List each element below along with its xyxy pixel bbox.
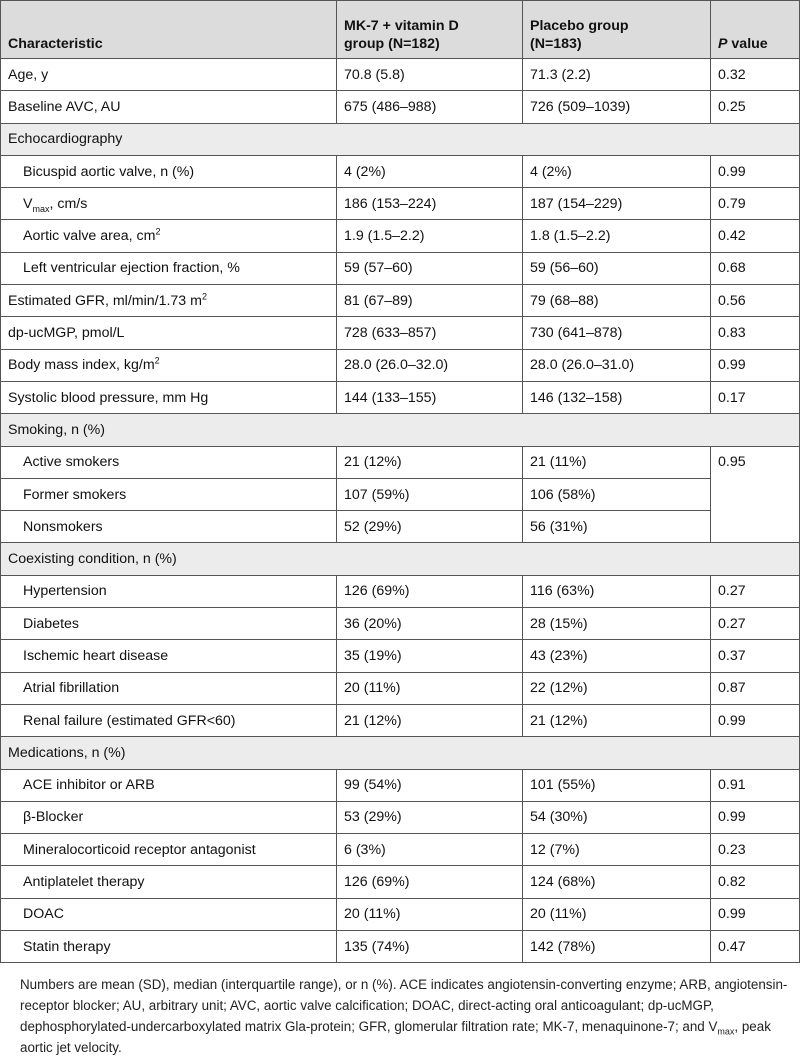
placebo-value: 187 (154–229)	[523, 188, 711, 220]
row-label: Antiplatelet therapy	[1, 866, 337, 898]
row-label: Baseline AVC, AU	[1, 91, 337, 123]
placebo-value: 21 (12%)	[523, 704, 711, 736]
mk7-value: 126 (69%)	[337, 575, 523, 607]
p-value: 0.47	[711, 931, 800, 963]
table-row	[1, 834, 800, 866]
table-row	[1, 91, 800, 123]
p-value: 0.99	[711, 349, 800, 381]
p-value: 0.79	[711, 188, 800, 220]
p-value-empty	[711, 511, 800, 543]
mk7-value: 21 (12%)	[337, 704, 523, 736]
table-row	[1, 769, 800, 801]
p-value: 0.99	[711, 898, 800, 930]
p-value: 0.99	[711, 801, 800, 833]
p-value: 0.83	[711, 317, 800, 349]
p-value: 0.37	[711, 640, 800, 672]
row-label: Former smokers	[1, 478, 337, 510]
placebo-value: 79 (68–88)	[523, 285, 711, 317]
row-label: Statin therapy	[1, 931, 337, 963]
table-row	[1, 931, 800, 963]
mk7-value: 1.9 (1.5–2.2)	[337, 220, 523, 252]
table-row	[1, 285, 800, 317]
mk7-value: 135 (74%)	[337, 931, 523, 963]
row-label: Active smokers	[1, 446, 337, 478]
table-row	[1, 252, 800, 284]
mk7-value: 36 (20%)	[337, 608, 523, 640]
placebo-value: 56 (31%)	[523, 511, 711, 543]
placebo-value: 28 (15%)	[523, 608, 711, 640]
placebo-value: 21 (11%)	[523, 446, 711, 478]
row-label: Renal failure (estimated GFR<60)	[1, 704, 337, 736]
mk7-value: 59 (57–60)	[337, 252, 523, 284]
table-row	[1, 188, 800, 220]
table-row	[1, 575, 800, 607]
mk7-value: 21 (12%)	[337, 446, 523, 478]
p-value: 0.27	[711, 575, 800, 607]
table-row	[1, 866, 800, 898]
placebo-value: 726 (509–1039)	[523, 91, 711, 123]
p-value: 0.68	[711, 252, 800, 284]
row-label: Ischemic heart disease	[1, 640, 337, 672]
placebo-value: 124 (68%)	[523, 866, 711, 898]
p-value: 0.25	[711, 91, 800, 123]
table-row	[1, 608, 800, 640]
table-row	[1, 381, 800, 413]
p-value: 0.87	[711, 672, 800, 704]
row-label: Aortic valve area, $cm^2$	[1, 220, 337, 252]
mk7-value: 28.0 (26.0–32.0)	[337, 349, 523, 381]
row-label: β-Blocker	[1, 801, 337, 833]
table-row	[1, 317, 800, 349]
header-p-value: P value	[711, 1, 800, 59]
mk7-value: 144 (133–155)	[337, 381, 523, 413]
row-label: Estimated GFR, ml/min/1.73 $m^2$	[1, 285, 337, 317]
p-value-empty	[711, 478, 800, 510]
placebo-value: 730 (641–878)	[523, 317, 711, 349]
row-label: Nonsmokers	[1, 511, 337, 543]
section-row-medications	[1, 737, 800, 769]
p-value: 0.99	[711, 155, 800, 187]
header-row	[1, 1, 800, 59]
table-row	[1, 640, 800, 672]
placebo-value: 116 (63%)	[523, 575, 711, 607]
mk7-value: 20 (11%)	[337, 898, 523, 930]
row-label: ACE inhibitor or ARB	[1, 769, 337, 801]
placebo-value: 1.8 (1.5–2.2)	[523, 220, 711, 252]
p-value: 0.99	[711, 704, 800, 736]
section-label: Medications, n (%)	[1, 737, 800, 769]
mk7-value: 186 (153–224)	[337, 188, 523, 220]
row-label: Body mass index, $kg/m^2$	[1, 349, 337, 381]
header-mk7-group: MK-7 + vitamin D group (N=182)	[337, 1, 523, 59]
placebo-value: 22 (12%)	[523, 672, 711, 704]
table-row	[1, 155, 800, 187]
row-label: dp-ucMGP, pmol/L	[1, 317, 337, 349]
p-value: 0.42	[711, 220, 800, 252]
placebo-value: 71.3 (2.2)	[523, 59, 711, 91]
row-label: DOAC	[1, 898, 337, 930]
p-value: 0.56	[711, 285, 800, 317]
p-value: 0.82	[711, 866, 800, 898]
section-row-coexisting	[1, 543, 800, 575]
table-row	[1, 220, 800, 252]
p-value: 0.23	[711, 834, 800, 866]
mk7-value: 20 (11%)	[337, 672, 523, 704]
section-label: Coexisting condition, n (%)	[1, 543, 800, 575]
table-footnote: Numbers are mean (SD), median (interquartile range), or n (%). ACE indicates angiotensin-converting enzyme; ARB, angiotensin-receptor blocker; AU, arbitrary unit; AVC, aortic valve calcification; DOAC, direct-acting oral anticoagulant; dp-ucMGP, dephosphorylated-undercarboxylated matrix Gla-protein; GFR, glomerular filtration rate; MK-7, menaquinone-7; and $V_{max}$, peak aortic jet velocity.	[20, 977, 788, 1056]
p-value: 0.95	[711, 446, 800, 478]
row-label: Atrial fibrillation	[1, 672, 337, 704]
placebo-value: 12 (7%)	[523, 834, 711, 866]
mk7-value: 81 (67–89)	[337, 285, 523, 317]
mk7-value: 728 (633–857)	[337, 317, 523, 349]
section-row-smoking	[1, 414, 800, 446]
section-label: Echocardiography	[1, 123, 800, 155]
table-row	[1, 349, 800, 381]
mk7-value: 52 (29%)	[337, 511, 523, 543]
table-row	[1, 704, 800, 736]
mk7-value: 675 (486–988)	[337, 91, 523, 123]
table-row	[1, 478, 800, 510]
mk7-value: 53 (29%)	[337, 801, 523, 833]
p-value: 0.91	[711, 769, 800, 801]
placebo-value: 59 (56–60)	[523, 252, 711, 284]
row-label: Age, y	[1, 59, 337, 91]
p-value: 0.32	[711, 59, 800, 91]
placebo-value: 43 (23%)	[523, 640, 711, 672]
table-row	[1, 898, 800, 930]
header-characteristic: Characteristic	[1, 1, 337, 59]
placebo-value: 20 (11%)	[523, 898, 711, 930]
table-row	[1, 511, 800, 543]
mk7-value: 4 (2%)	[337, 155, 523, 187]
section-label: Smoking, n (%)	[1, 414, 800, 446]
row-label: Diabetes	[1, 608, 337, 640]
row-label: Mineralocorticoid receptor antagonist	[1, 834, 337, 866]
p-value: 0.27	[711, 608, 800, 640]
table-row	[1, 672, 800, 704]
row-label: $V_{max}$, cm/s	[1, 188, 337, 220]
mk7-value: 70.8 (5.8)	[337, 59, 523, 91]
table-row	[1, 801, 800, 833]
row-label: Bicuspid aortic valve, n (%)	[1, 155, 337, 187]
table-row	[1, 59, 800, 91]
row-label: Left ventricular ejection fraction, %	[1, 252, 337, 284]
section-row-echocardiography	[1, 123, 800, 155]
mk7-value: 107 (59%)	[337, 478, 523, 510]
mk7-value: 126 (69%)	[337, 866, 523, 898]
placebo-value: 4 (2%)	[523, 155, 711, 187]
placebo-value: 106 (58%)	[523, 478, 711, 510]
header-placebo-group: Placebo group (N=183)	[523, 1, 711, 59]
mk7-value: 35 (19%)	[337, 640, 523, 672]
placebo-value: 146 (132–158)	[523, 381, 711, 413]
placebo-value: 28.0 (26.0–31.0)	[523, 349, 711, 381]
row-label: Hypertension	[1, 575, 337, 607]
placebo-value: 54 (30%)	[523, 801, 711, 833]
placebo-value: 142 (78%)	[523, 931, 711, 963]
p-value: 0.17	[711, 381, 800, 413]
mk7-value: 6 (3%)	[337, 834, 523, 866]
row-label: Systolic blood pressure, mm Hg	[1, 381, 337, 413]
placebo-value: 101 (55%)	[523, 769, 711, 801]
mk7-value: 99 (54%)	[337, 769, 523, 801]
table-row	[1, 446, 800, 478]
